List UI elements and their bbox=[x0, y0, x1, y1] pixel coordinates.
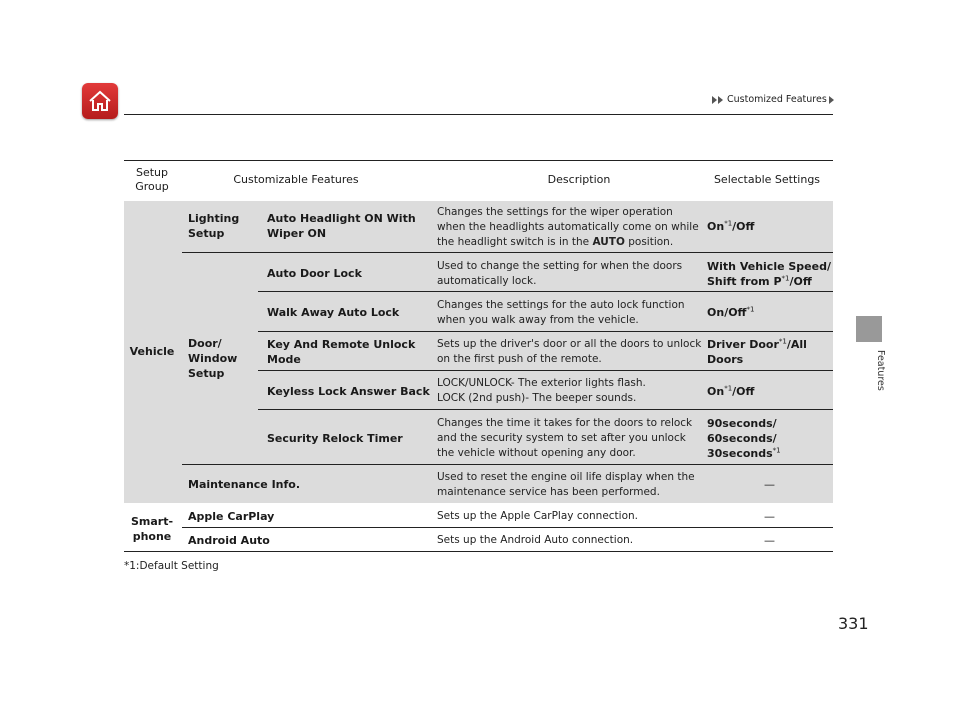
row-divider bbox=[258, 331, 833, 332]
selectable-settings: On$^{*1}$/Off bbox=[707, 219, 755, 233]
feature-name: Key And Remote Unlock Mode bbox=[267, 338, 416, 366]
selectable-settings: — bbox=[764, 534, 775, 547]
feature-description: Changes the time it takes for the doors to relock and the security system to set after you unlock the vehicle without opening any door. bbox=[437, 417, 693, 459]
breadcrumb-label[interactable]: Customized Features bbox=[727, 94, 827, 105]
row-divider bbox=[182, 464, 833, 465]
row-divider bbox=[182, 252, 833, 253]
header-customizable-features: Customizable Features bbox=[233, 173, 359, 186]
feature-description: Used to change the setting for when the doors automatically lock. bbox=[437, 260, 683, 287]
row-divider bbox=[182, 527, 833, 528]
subgroup-door-window-setup: Door/ Window Setup bbox=[188, 337, 238, 380]
header-setup-group: Setup Group bbox=[135, 166, 169, 193]
selectable-settings: With Vehicle Speed/ Shift from $P^{*1}$/Off bbox=[707, 260, 831, 288]
subgroup-lighting-setup: Lighting Setup bbox=[188, 212, 240, 240]
breadcrumb[interactable] bbox=[712, 94, 835, 105]
header-selectable-settings: Selectable Settings bbox=[713, 173, 821, 186]
feature-description: Changes the settings for the auto lock function when you walk away from the vehicle. bbox=[437, 299, 685, 326]
section-tab-label: Features bbox=[875, 350, 886, 391]
feature-description: Sets up the Android Auto connection. bbox=[437, 534, 634, 546]
selectable-settings: On/Off$^{*1}$ bbox=[707, 305, 755, 319]
feature-name: Android Auto bbox=[188, 534, 270, 547]
selectable-settings: — bbox=[764, 478, 775, 491]
section-tab[interactable] bbox=[856, 316, 882, 342]
selectable-settings: On$^{*1}$/Off bbox=[707, 384, 755, 398]
feature-name: Maintenance Info. bbox=[188, 478, 301, 491]
row-divider bbox=[258, 409, 833, 410]
row-divider bbox=[258, 370, 833, 371]
header-rule bbox=[124, 114, 833, 115]
page-number: 331 bbox=[838, 614, 869, 633]
feature-description: LOCK/UNLOCK- The exterior lights flash. LOCK (2nd push)- The beeper sounds. bbox=[437, 377, 646, 404]
table-bottom-rule bbox=[124, 551, 833, 552]
selectable-settings: Driver Door$^{*1}$/All Doors bbox=[707, 337, 807, 366]
chevron-right-icon bbox=[829, 96, 834, 104]
row-divider bbox=[258, 291, 833, 292]
selectable-settings: 90seconds/ 60seconds/ 30seconds$^{*1}$ bbox=[707, 417, 781, 460]
selectable-settings: — bbox=[764, 510, 775, 523]
table-header bbox=[124, 160, 833, 202]
feature-name: Auto Headlight ON With Wiper ON bbox=[267, 212, 416, 240]
feature-name: Apple CarPlay bbox=[188, 510, 275, 523]
feature-description: Changes the settings for the wiper operation when the headlights automatically come on while the headlight switch is in the AUTO position. bbox=[437, 206, 699, 248]
home-icon[interactable] bbox=[82, 83, 118, 119]
group-smartphone: Smart- phone bbox=[130, 515, 174, 543]
feature-name: Keyless Lock Answer Back bbox=[267, 385, 430, 398]
chevron-right-icon bbox=[718, 96, 723, 104]
footnote: *1:Default Setting bbox=[124, 560, 219, 572]
feature-description: Sets up the driver's door or all the doors to unlock on the first push of the remote. bbox=[437, 338, 702, 365]
feature-name: Security Relock Timer bbox=[267, 432, 403, 445]
header-description: Description bbox=[547, 173, 611, 186]
group-vehicle: Vehicle bbox=[129, 345, 175, 358]
feature-description: Sets up the Apple CarPlay connection. bbox=[437, 510, 639, 522]
feature-name: Walk Away Auto Lock bbox=[267, 306, 400, 319]
feature-description: Used to reset the engine oil life display when the maintenance service has been performed. bbox=[437, 471, 695, 498]
feature-name: Auto Door Lock bbox=[267, 267, 362, 280]
chevron-right-icon bbox=[712, 96, 717, 104]
